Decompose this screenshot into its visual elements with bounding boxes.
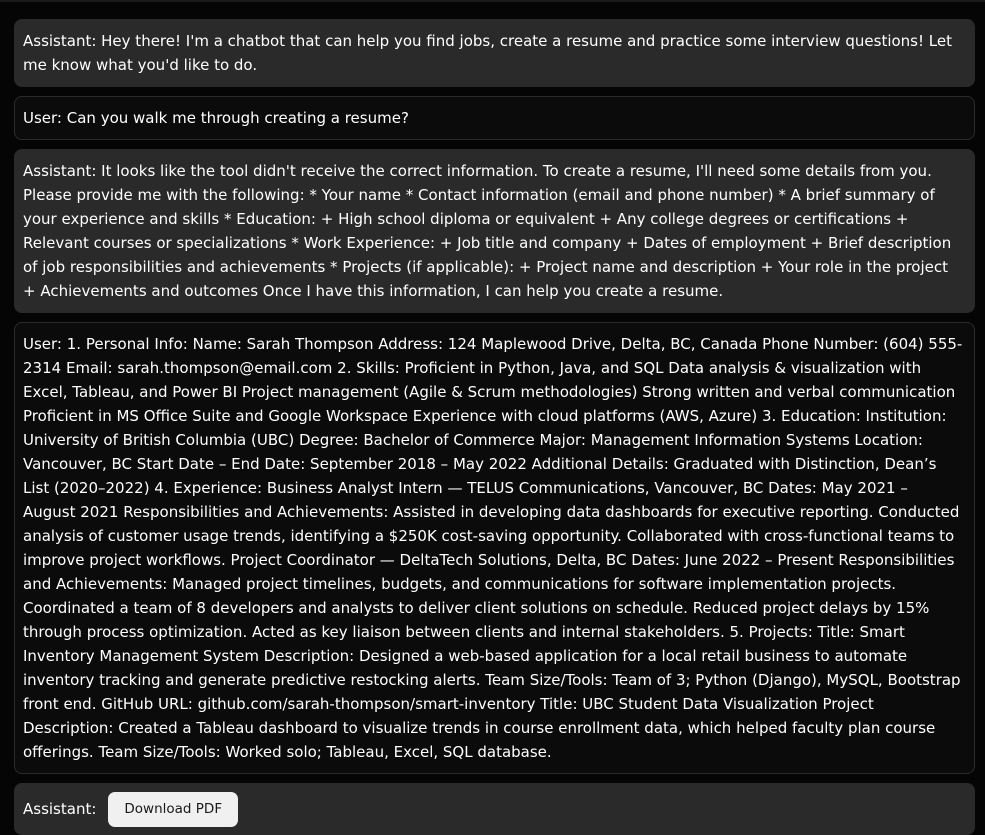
assistant-message [14, 19, 975, 87]
chat-log [14, 19, 975, 835]
message-text: Assistant: It looks like the tool didn't receive the correct information. To create a resume, I'll need some details from you. Please provide me with the following: * Your name * Contact information (email and phone number) * A brief summary of your experience and skills * Education: + High school diploma or equivalent + Any college degrees or certifications + Relevant courses or specializations * Work Experience: + Job title and company + Dates of employment + Brief description of job responsibilities and achievements * Projects (if applicable): + Project name and description + Your role in the project + Achievements and outcomes Once I have this information, I can help you create a resume. [23, 162, 952, 300]
user-message [14, 322, 975, 774]
assistant-message [14, 149, 975, 313]
user-message [14, 96, 975, 140]
message-text: User: 1. Personal Info: Name: Sarah Thompson Address: 124 Maplewood Drive, Delta, BC, Canada Phone Number: (604) 555-2314 Email: sarah.thompson@email.com 2. Skills: Proficient in Python, Java, and SQL Data analysis & visualization with Excel, Tableau, and Power BI Project management (Agile & Scrum methodologies) Strong written and verbal communication Proficient in MS Office Suite and Google Workspace Experience with cloud platforms (AWS, Azure) 3. Education: Institution: University of British Columbia (UBC) Degree: Bachelor of Commerce Major: Management Information Systems Location: Vancouver, BC Start Date – End Date: September 2018 – May 2022 Additional Details: Graduated with Distinction, Dean’s List (2020–2022) 4. Experience: Business Analyst Intern — TELUS Communications, Vancouver, BC Dates: May 2021 – August 2021 Responsibilities and Achievements: Assisted in developing data dashboards for executive reporting. Conducted analysis of customer usage trends, identifying a $250K cost-saving opportunity. Collaborated with cross-functional teams to improve project workflows. Project Coordinator — DeltaTech Solutions, Delta, BC Dates: June 2022 – Present Responsibilities and Achievements: Managed project timelines, budgets, and communications for software implementation projects. Coordinated a team of 8 developers and analysts to deliver client solutions on schedule. Reduced project delays by 15% through process optimization. Acted as key liaison between clients and internal stakeholders. 5. Projects: Title: Smart Inventory Management System Description: Designed a web-based application for a local retail business to automate inventory tracking and generate predictive restocking alerts. Team Size/Tools: Team of 3; Python (Django), MySQL, Bootstrap front end. GitHub URL: github.com/sarah-thompson/smart-inventory Title: UBC Student Data Visualization Project Description: Created a Tableau dashboard to visualize trends in course enrollment data, which helped faculty plan course offerings. Team Size/Tools: Worked solo; Tableau, Excel, SQL database. [23, 335, 963, 761]
download-pdf-button[interactable]: Download PDF [108, 792, 238, 827]
assistant-download-message [14, 783, 975, 835]
download-message-label: Assistant: [23, 800, 97, 818]
top-divider [0, 0, 985, 2]
message-text: Assistant: Hey there! I'm a chatbot that can help you find jobs, create a resume and practice some interview questions! Let me know what you'd like to do. [23, 32, 952, 74]
message-text: User: Can you walk me through creating a resume? [23, 109, 409, 127]
